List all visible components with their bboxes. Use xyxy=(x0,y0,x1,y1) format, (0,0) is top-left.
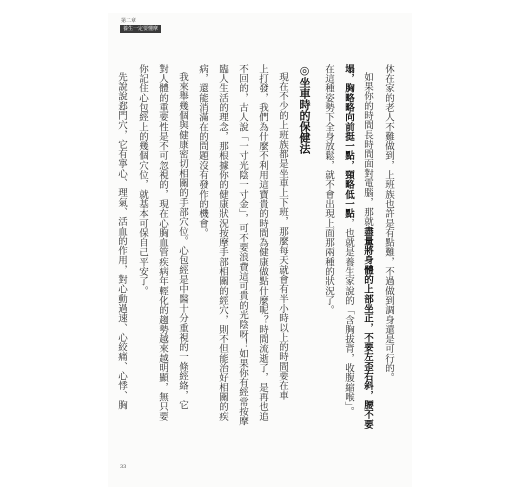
text-column-2 xyxy=(362,72,373,429)
text-column-6: 上打發，我們為什麼不利用這寶貴的時間為健康做點什麼呢？時間流逝了，是再也追 xyxy=(257,64,268,422)
bold-text: 塌，胸略略向前挺一點，頸略低一點 xyxy=(343,64,354,219)
text-fragment: 如果你的時間長時間面對電腦，那就 xyxy=(362,72,373,227)
section-heading: ◎坐車時的保健法 xyxy=(298,64,311,154)
text-column-10: 我來舉幾個與健康密切相關的手部穴位。心包經是中醫十分重視的一條經絡，它 xyxy=(177,72,188,410)
text-column-5: 現在不少的上班族都是坐車上下班，那麼每天就會有半小時以上的時間要在車 xyxy=(277,72,288,401)
text-column-1: 休在家的老人不難做到，上班族也許是有點難，不過做到調身還是可行的。 xyxy=(383,64,394,383)
text-column-4: 在這種姿勢下全身放鬆，就不會出現上面那兩種的狀況了。 xyxy=(323,64,334,315)
text-column-9: 病，還能消滿在的問題沒有發作的機會。 xyxy=(197,64,208,238)
chapter-title-label: 養生一定要懂摩 xyxy=(120,25,161,33)
text-column-12: 你記住心包經上的幾個穴位，就基本可保自己平安了。 xyxy=(137,64,148,296)
text-fragment: ，也就是養生家說的「含胸拔背，收腹縮喉」。 xyxy=(343,218,354,417)
chapter-tab xyxy=(120,18,161,33)
text-column-8: 臨人生活的理念，那根據你的健康狀況按摩手部相關的經穴，則不但能治好相關的疾 xyxy=(217,64,228,422)
text-column-13: 先說說郄門穴，它有寧心、理氣、活血的作用，對心動過速、心絞痛、心悸、胸 xyxy=(116,72,127,410)
text-column-11: 對人體的重要性是不可忽視的，現在心胸血管疾病年輕化的趨勢越來越明顯，無只要 xyxy=(157,64,168,422)
text-column-7: 不回的，古人說「一寸光陰一寸金」，可不要浪費這可貴的光陰呀！如果你有經常按摩 xyxy=(237,64,248,426)
chapter-label: 第二章 xyxy=(121,18,137,24)
text-column-3 xyxy=(343,64,354,416)
page-number: 33 xyxy=(120,464,127,470)
bold-text: 盡量將身體的上部坐正，不要左歪右斜，腰不要 xyxy=(362,226,373,430)
